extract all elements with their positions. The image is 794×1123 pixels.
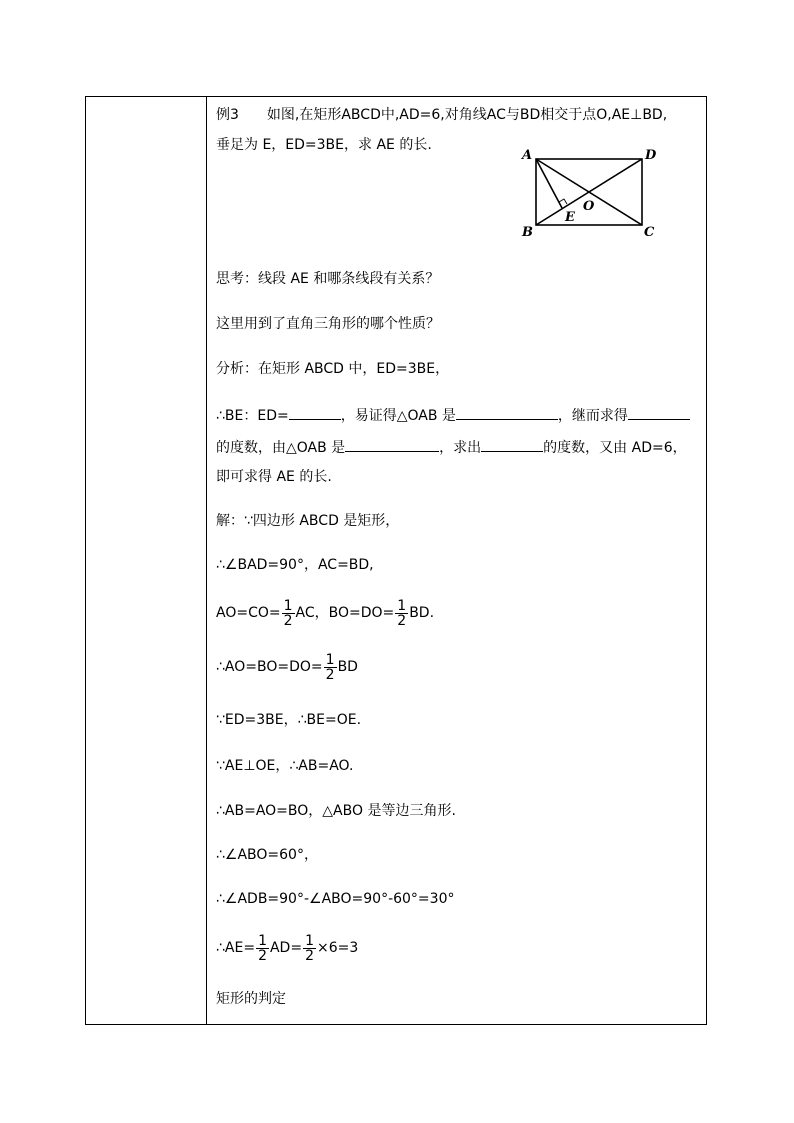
label-d: D (645, 148, 657, 163)
analysis-line-3: 即可求得 AE 的长. (216, 469, 332, 485)
blank-triangle-type (456, 405, 558, 420)
fraction-half: $\frac{1}{2}$ (305, 932, 314, 964)
label-c: C (644, 225, 655, 240)
think-question-2: 这里用到了直角三角形的哪个性质？ (216, 316, 440, 332)
solution-line-1: 解：∵四边形 ABCD 是矩形， (216, 513, 400, 529)
next-topic-heading: 矩形的判定 (216, 991, 286, 1007)
label-o: O (583, 199, 595, 214)
fraction-half: $\frac{1}{2}$ (283, 597, 293, 629)
think-question-1: 思考：线段 AE 和哪条线段有关系？ (216, 271, 440, 287)
solution-line-7: ∴AB=AO=BO，△ABO 是等边三角形. (216, 803, 456, 819)
blank-ratio (289, 405, 341, 420)
fraction-half: $\frac{1}{2}$ (258, 932, 267, 964)
analysis-intro: 分析：在矩形 ABCD 中，ED=3BE， (216, 361, 450, 377)
label-e: E (565, 210, 575, 225)
fraction-half: $\frac{1}{2}$ (397, 597, 407, 629)
solution-line-4: ∴AO=BO=DO= $\frac{1}{2}$ BD (216, 651, 358, 683)
solution-line-3: AO=CO= $\frac{1}{2}$ AC，BO=DO= $\frac{1}{2}$ BD. (216, 597, 435, 629)
blank-angle-1 (628, 405, 690, 420)
solution-line-8: ∴∠ABO=60°， (216, 847, 318, 863)
analysis-line-1: ∴BE：ED= ，易证得△OAB 是 ，继而求得 (216, 405, 690, 426)
content-cell (208, 97, 706, 1024)
rectangle-figure (520, 147, 660, 242)
blank-angle-2 (481, 437, 543, 452)
left-column-cell (86, 97, 207, 1024)
solution-line-2: ∴∠BAD=90°，AC=BD, (216, 557, 374, 573)
label-b: B (522, 225, 533, 240)
solution-line-10: ∴AE= $\frac{1}{2}$ AD= $\frac{1}{2}$ ×6=3 (216, 932, 359, 964)
solution-line-5: ∵ED=3BE，∴BE=OE. (216, 712, 362, 728)
example-line-2: 垂足为 E，ED=3BE，求 AE 的长. (216, 137, 432, 153)
blank-triangle-type-2 (345, 437, 439, 452)
analysis-line-2: 的度数，由△OAB 是 ，求出 的度数，又由 AD=6， (216, 437, 687, 458)
label-a: A (522, 148, 533, 163)
lesson-table (85, 96, 707, 1025)
solution-line-9: ∴∠ADB=90°-∠ABO=90°-60°=30° (216, 891, 455, 907)
example-line-1: 例3 如图,在矩形ABCD中,AD=6,对角线AC与BD相交于点O,AE⊥BD, (216, 107, 668, 123)
fraction-half: $\frac{1}{2}$ (325, 651, 335, 683)
solution-line-6: ∵AE⊥OE，∴AB=AO. (216, 758, 354, 774)
